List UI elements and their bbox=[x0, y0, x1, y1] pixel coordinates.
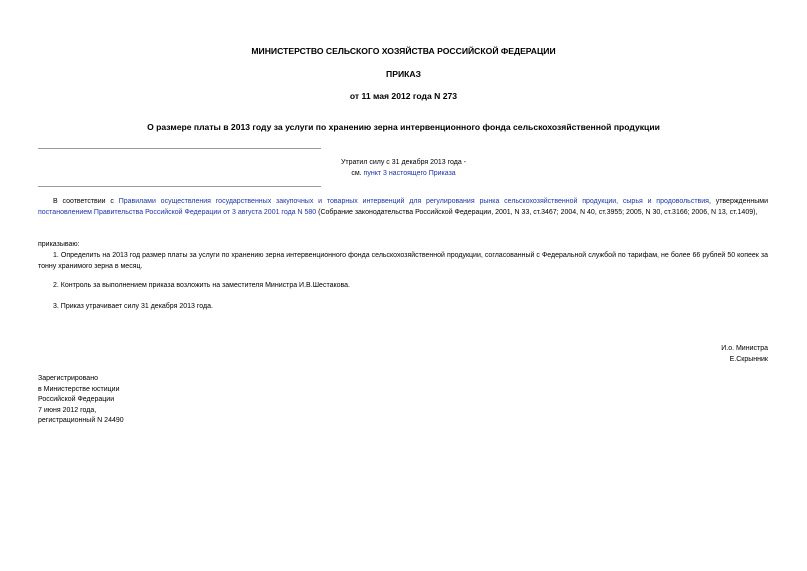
expiry-note-link[interactable]: пункт 3 настоящего Приказа bbox=[363, 170, 456, 177]
divider-bottom bbox=[38, 186, 321, 187]
divider-top bbox=[38, 148, 321, 149]
order-word: приказываю: bbox=[38, 241, 80, 248]
signature-position: И.о. Министра bbox=[721, 345, 768, 352]
signature-name: Е.Скрынник bbox=[729, 355, 768, 363]
registration-line-2: в Министерстве юстиции bbox=[38, 385, 120, 393]
doc-type-heading: ПРИКАЗ bbox=[386, 69, 421, 79]
ministry-heading: МИНИСТЕРСТВО СЕЛЬСКОГО ХОЗЯЙСТВА РОССИЙСКОЙ ФЕДЕРАЦИИ bbox=[251, 46, 556, 56]
date-number-heading: от 11 мая 2012 года N 273 bbox=[349, 91, 458, 101]
expiry-note-line1: Утратил силу с 31 декабря 2013 года - bbox=[340, 159, 467, 166]
resolution-link[interactable]: постановлением Правительства Российской Федерации от 3 августа 2001 года N 580 bbox=[38, 209, 317, 216]
expiry-note-prefix: см. bbox=[351, 170, 364, 177]
registration-line-1: Зарегистрировано bbox=[38, 375, 98, 382]
registration-line-5: регистрационный N 24490 bbox=[38, 417, 124, 424]
preamble-paragraph bbox=[38, 196, 768, 218]
registration-line-3: Российской Федерации bbox=[38, 396, 115, 403]
item-2: 2. Контроль за выполнением приказа возложить на заместителя Министра И.В.Шестакова. bbox=[53, 282, 350, 289]
preamble-text-3: (Собрание законодательства Российской Федерации, 2001, N 33, ст.3467; 2004, N 40, ст.3955; 2005, N 30, ст.3166; 2006, N 13, ст.1409), bbox=[316, 209, 758, 216]
signature-block bbox=[721, 344, 768, 365]
preamble-text-2: , утвержденными bbox=[708, 198, 768, 205]
registration-line-4: 7 июня 2012 года, bbox=[38, 406, 97, 414]
rules-link[interactable]: Правилами осуществления государственных закупочных и товарных интервенций для регулирования рынка сельскохозяйственной продукции, сырья и продовольствия bbox=[118, 198, 709, 205]
preamble-text-1: В соответствии с bbox=[53, 198, 119, 205]
item-3: 3. Приказ утрачивает силу 31 декабря 2013 года. bbox=[53, 303, 213, 310]
expiry-note-line2 bbox=[0, 168, 807, 179]
document-title: О размере платы в 2013 году за услуги по хранению зерна интервенционного фонда сельскохозяйственной продукции bbox=[147, 122, 660, 132]
registration-block bbox=[38, 374, 124, 427]
item-1: 1. Определить на 2013 год размер платы за услуги по хранению зерна интервенционного фонда сельскохозяйственной продукции, согласованный с Федеральной службой по тарифам, не более 66 рублей 50 копеек за тонну хранимого зерна в месяц. bbox=[38, 252, 768, 270]
